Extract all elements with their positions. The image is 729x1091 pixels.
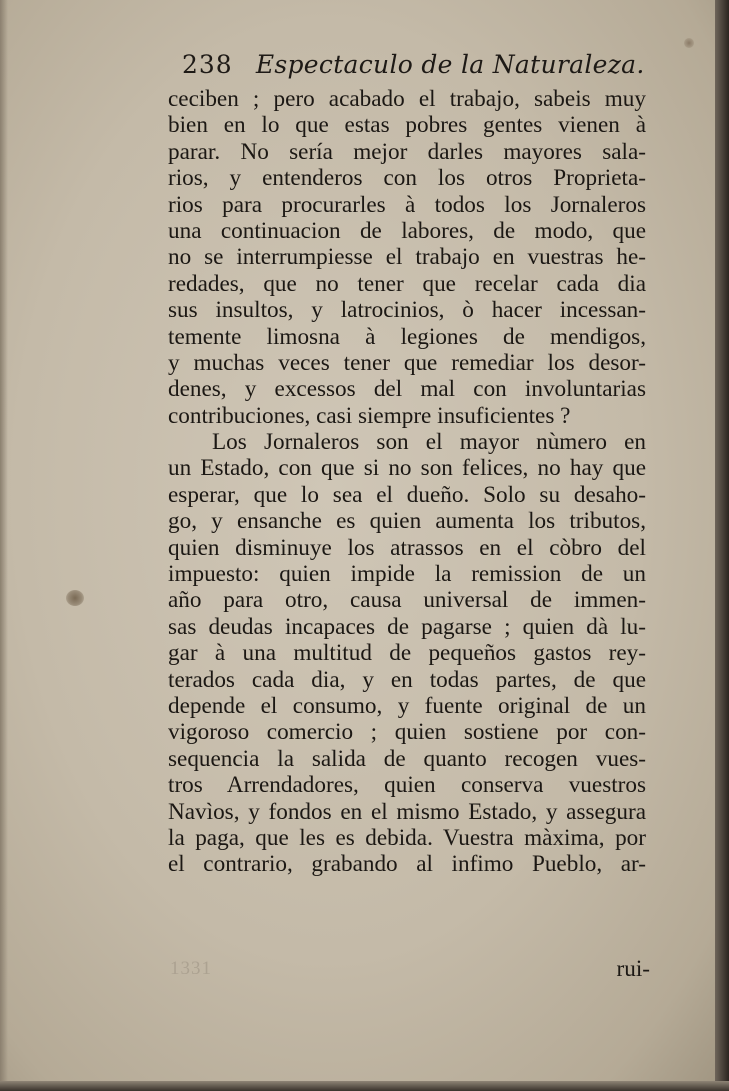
text-line: bien en lo que estas pobres gentes vienen à bbox=[168, 112, 646, 139]
page-left-shadow bbox=[0, 0, 8, 1091]
page-right-edge bbox=[715, 0, 729, 1091]
text-line: rios, y entenderos con los otros Proprieta- bbox=[168, 165, 646, 192]
text-line: gar à una multitud de pequeños gastos rey- bbox=[168, 640, 646, 667]
text-line: contribuciones, casi siempre insuficientes ? bbox=[168, 402, 571, 429]
catchword: rui- bbox=[616, 956, 650, 982]
page-bottom-edge bbox=[0, 1081, 729, 1091]
text-line: tros Arrendadores, quien conserva vuestros bbox=[168, 772, 646, 799]
text-line: sas deudas incapaces de pagarse ; quien dà lu- bbox=[168, 613, 646, 640]
bleed-through-mark: 1331 bbox=[170, 958, 212, 979]
text-line: temente limosna à legiones de mendigos, bbox=[168, 323, 646, 350]
text-line: el contrario, grabando al infimo Pueblo, ar- bbox=[168, 851, 646, 878]
paper-spot bbox=[684, 38, 694, 48]
text-line: terados cada dia, y en todas partes, de que bbox=[168, 666, 646, 693]
text-line: una continuacion de labores, de modo, que bbox=[168, 217, 646, 244]
text-line: esperar, que lo sea el dueño. Solo su desaho- bbox=[168, 481, 646, 508]
text-line: ceciben ; pero acabado el trabajo, sabeis muy bbox=[168, 86, 646, 112]
text-line: impuesto: quien impide la remission de un bbox=[168, 561, 646, 588]
text-line: go, y ensanche es quien aumenta los tributos, bbox=[168, 508, 646, 535]
text-line: año para otro, causa universal de immen- bbox=[168, 587, 646, 614]
page-number: 238 bbox=[182, 50, 233, 79]
text-line: depende el consumo, y fuente original de un bbox=[168, 692, 646, 719]
text-line: y muchas veces tener que remediar los desor- bbox=[168, 349, 646, 376]
text-line: rios para procurarles à todos los Jornaleros bbox=[168, 191, 646, 218]
text-line: parar. No sería mejor darles mayores sala- bbox=[168, 138, 646, 165]
ink-blot bbox=[66, 590, 84, 606]
text-line: vigoroso comercio ; quien sostiene por con- bbox=[168, 719, 646, 746]
text-line: no se interrumpiesse el trabajo en vuestras he- bbox=[168, 244, 646, 271]
text-line: Navìos, y fondos en el mismo Estado, y assegura bbox=[168, 798, 646, 825]
text-line: la paga, que les es debida. Vuestra màxima, por bbox=[168, 824, 646, 851]
running-header bbox=[182, 50, 645, 84]
text-line: redades, que no tener que recelar cada dia bbox=[168, 270, 646, 297]
paragraph-start-line: Los Jornaleros son el mayor nùmero en bbox=[212, 429, 646, 456]
body-text bbox=[168, 86, 646, 878]
text-line: quien disminuye los atrassos en el còbro del bbox=[168, 534, 646, 561]
text-line: un Estado, con que si no son felices, no hay que bbox=[168, 455, 646, 482]
running-title: Espectaculo de la Naturaleza. bbox=[255, 50, 645, 79]
text-line: sequencia la salida de quanto recogen vues- bbox=[168, 745, 646, 772]
text-line: denes, y excessos del mal con involuntarias bbox=[168, 376, 646, 403]
text-line: sus insultos, y latrocinios, ò hacer incessan- bbox=[168, 297, 646, 324]
